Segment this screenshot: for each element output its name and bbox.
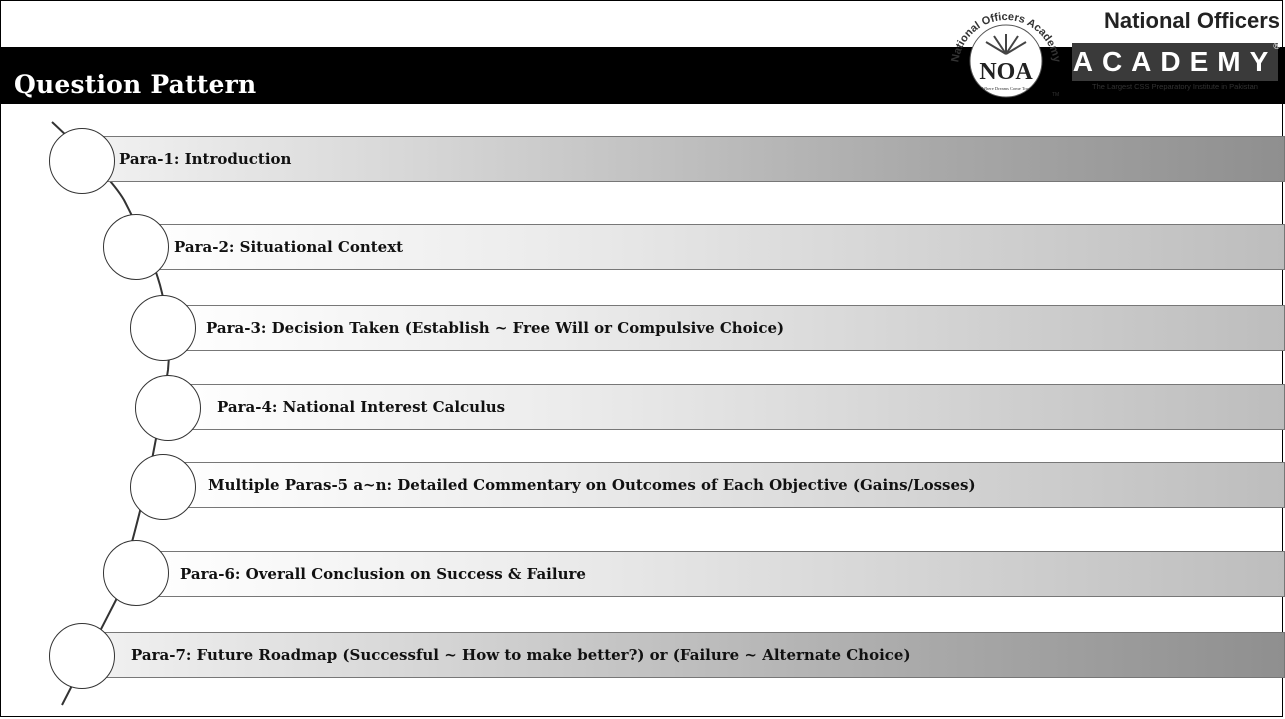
step-marker <box>103 214 169 280</box>
step-marker <box>135 375 201 441</box>
list-item <box>164 305 1285 351</box>
step-marker <box>130 454 196 520</box>
step-marker <box>103 540 169 606</box>
list-item <box>164 462 1285 508</box>
list-item <box>135 551 1285 597</box>
seal-letters: NOA <box>979 59 1033 85</box>
registered-mark: ® <box>1273 41 1280 51</box>
seal-motto: Where Dreams Come True <box>981 86 1031 91</box>
list-item <box>84 136 1285 182</box>
step-marker <box>130 295 196 361</box>
seal-arc-text: National Officers Academy <box>949 10 1063 64</box>
page-title: Question Pattern <box>14 70 257 99</box>
step-marker <box>49 128 115 194</box>
step-label: Para-2: Situational Context <box>174 238 404 256</box>
brand-top-text: National Officers <box>1103 8 1280 33</box>
step-label: Para-6: Overall Conclusion on Success & Failure <box>180 565 586 583</box>
step-label: Para-4: National Interest Calculus <box>217 398 506 416</box>
list-item <box>135 224 1285 270</box>
step-label: Para-3: Decision Taken (Establish ~ Free Will or Compulsive Choice) <box>206 319 785 337</box>
list-item <box>170 384 1285 430</box>
step-marker <box>49 623 115 689</box>
step-label: Para-1: Introduction <box>119 150 292 168</box>
brand-tagline: The Largest CSS Preparatory Institute in Pakistan <box>1092 82 1258 91</box>
step-label: Para-7: Future Roadmap (Successful ~ How to make better?) or (Failure ~ Alternate Choice) <box>131 646 911 664</box>
list-item <box>84 632 1285 678</box>
brand-main-text: ACADEMY <box>1072 46 1278 77</box>
step-label: Multiple Paras-5 a~n: Detailed Commentary on Outcomes of Each Objective (Gains/Losses) <box>208 476 976 494</box>
trademark-mark: TM <box>1052 92 1060 98</box>
